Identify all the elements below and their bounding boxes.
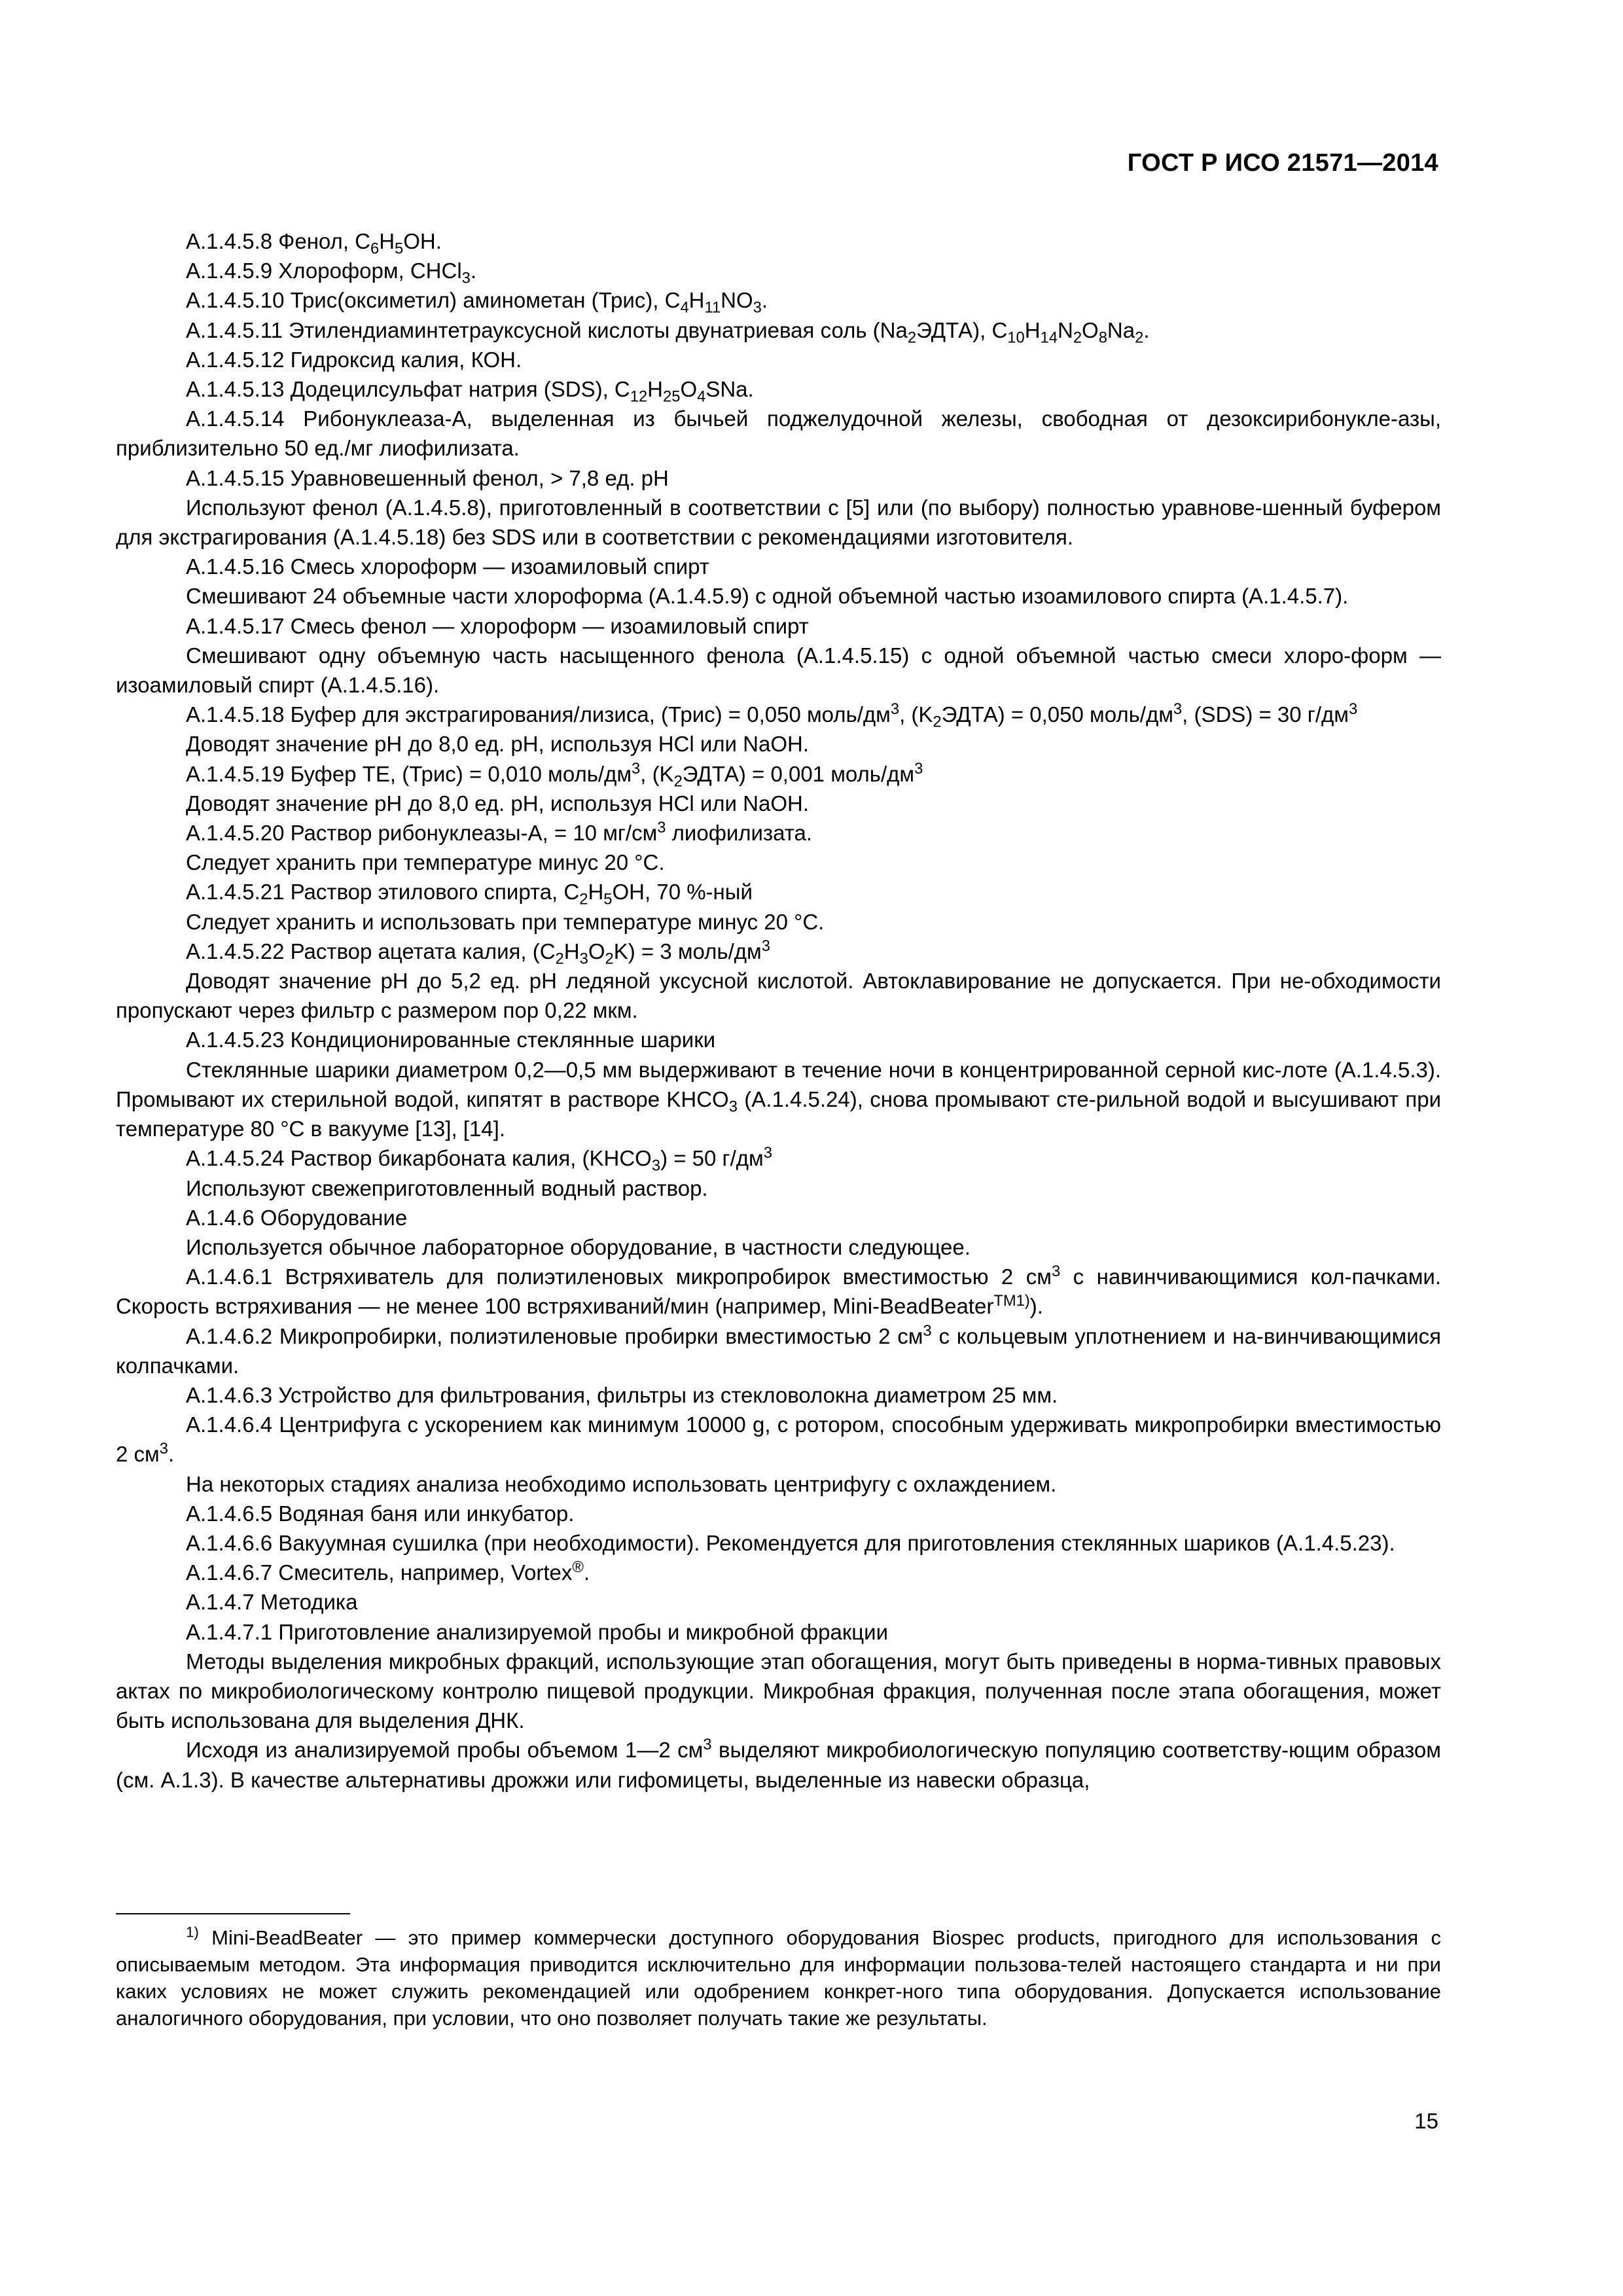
- text-run: выделяют микробиологическую популяцию соответству-ющим образом (см. А.1.3). В качестве альтернативы дрожжи или гифомицеты, выделенные из навески образца,: [116, 1738, 1441, 1792]
- document-code-header: ГОСТ Р ИСО 21571—2014: [1127, 149, 1438, 177]
- subscript: 4: [697, 387, 706, 406]
- superscript: 3: [761, 937, 770, 955]
- text-run: K) = 3 моль/дм: [613, 939, 762, 963]
- text-run: А.1.4.5.24 Раствор бикарбоната калия, (KHCO: [186, 1146, 652, 1171]
- paragraph: [116, 315, 1441, 345]
- text-run: А.1.4.6.3 Устройство для фильтрования, фильтры из стекловолокна диаметром 25 мм.: [186, 1382, 1058, 1407]
- paragraph: [116, 937, 1441, 966]
- paragraph: [116, 1499, 1441, 1528]
- text-run: А.1.4.5.21 Раствор этилового спирта, С: [186, 880, 580, 905]
- paragraph: [116, 1232, 1441, 1262]
- text-run: лиофилизата.: [666, 821, 813, 846]
- text-run: SNa.: [705, 377, 754, 402]
- footnote: [116, 1924, 1441, 2032]
- paragraph: [116, 641, 1441, 700]
- text-run: NO: [721, 288, 753, 313]
- text-run: А.1.4.5.20 Раствор рибонуклеазы-А, = 10 мг/см: [186, 821, 658, 846]
- subscript: 2: [579, 891, 588, 909]
- text-run: А.1.4.6.4 Центрифуга с ускорением как минимум 10000 g, с ротором, способным удерживать микропробирки вместимостью 2 см: [116, 1412, 1441, 1467]
- text-run: ЭДТА) = 0,050 моль/дм: [941, 702, 1173, 727]
- subscript: 4: [680, 299, 689, 317]
- subscript: 8: [1098, 329, 1107, 347]
- superscript: 3: [914, 759, 923, 778]
- paragraph: [116, 877, 1441, 909]
- paragraph: [116, 611, 1441, 641]
- superscript: 3: [632, 759, 641, 778]
- text-run: Смешивают одну объемную часть насыщенного фенола (А.1.4.5.15) с одной объемной частью смеси хлоро-форм — изоамиловый спирт (А.1.4.5.16).: [116, 643, 1441, 698]
- superscript: 3: [657, 819, 666, 837]
- text-run: ЭДТА), C: [916, 317, 1008, 342]
- text-run: H: [1024, 317, 1041, 342]
- text-run: О: [680, 377, 698, 402]
- paragraph: [116, 552, 1441, 581]
- text-run: Na: [1107, 317, 1135, 342]
- text-run: О: [588, 939, 605, 963]
- text-run: А.1.4.5.14 Рибонуклеаза-А, выделенная из бычьей поджелудочной железы, свободная от дезоксирибонукле-азы, приблизительно 50 ед./мг лиофилизата.: [116, 406, 1441, 461]
- text-run: Н: [563, 939, 580, 963]
- text-run: .: [1143, 317, 1150, 342]
- text-run: с навинчивающимися кол-пачками. Скорость встряхивания — не менее 100 встряхиваний/мин (например, Mini-BeadBeater: [116, 1265, 1441, 1319]
- superscript: 1): [186, 1924, 199, 1941]
- subscript: 5: [395, 240, 404, 258]
- text-run: А.1.4.5.19 Буфер ТЕ, (Трис) = 0,010 моль/дм: [186, 761, 632, 786]
- superscript: 3: [763, 1144, 772, 1162]
- paragraph: [116, 463, 1441, 493]
- text-run: Методы выделения микробных фракций, использующие этап обогащения, могут быть приведены в норма-тивных правовых актах по микробиологическому контролю пищевой продукции. Микробная фракция, полученная после этапа обогащения, может быть использована для выделения ДНК.: [116, 1649, 1441, 1733]
- text-run: А.1.4.6.7 Смеситель, например, Vortex: [186, 1560, 573, 1585]
- text-run: А.1.4.6.6 Вакуумная сушилка (при необходимости). Рекомендуется для приготовления стеклянных шариков (А.1.4.5.23).: [186, 1530, 1395, 1555]
- paragraph: [116, 1203, 1441, 1232]
- text-run: ).: [1029, 1294, 1043, 1319]
- superscript: 3: [703, 1736, 712, 1754]
- paragraph: [116, 848, 1441, 877]
- text-run: O: [1082, 317, 1099, 342]
- text-run: А.1.4.6.1 Встряхиватель для полиэтиленовых микропробирок вместимостью 2 см: [186, 1265, 1052, 1289]
- text-run: Н: [647, 377, 664, 402]
- text-run: Смешивают 24 объемные части хлороформа (А.1.4.5.9) с одной объемной частью изоамилового спирта (А.1.4.5.7).: [186, 584, 1349, 609]
- paragraph: [116, 1380, 1441, 1410]
- paragraph: [116, 1647, 1441, 1736]
- subscript: 5: [603, 891, 613, 909]
- text-run: , (K: [640, 761, 674, 786]
- paragraph: [116, 581, 1441, 611]
- paragraph: [116, 1735, 1441, 1794]
- text-run: ОН, 70 %-ный: [612, 880, 753, 905]
- text-run: А.1.4.5.13 Додецилсульфат натрия (SDS), С: [186, 377, 630, 402]
- paragraph: [116, 1025, 1441, 1054]
- paragraph: [116, 404, 1441, 463]
- superscript: 3: [923, 1321, 932, 1340]
- text-run: А.1.4.7 Методика: [186, 1590, 358, 1615]
- text-run: А.1.4.6.2 Микропробирки, полиэтиленовые пробирки вместимостью 2 см: [186, 1323, 923, 1348]
- text-run: Стеклянные шарики диаметром 0,2—0,5 мм выдерживают в течение ночи в концентрированной серной кис-лоте (А.1.4.5.3). Промывают их стерильной водой, кипятят в растворе KHCO: [116, 1057, 1441, 1111]
- paragraph: [116, 1528, 1441, 1558]
- paragraph: [116, 226, 1441, 256]
- paragraph: [116, 759, 1441, 789]
- superscript: 3: [1348, 700, 1358, 719]
- paragraph: [116, 907, 1441, 937]
- paragraph: [116, 1587, 1441, 1617]
- paragraph: [116, 729, 1441, 759]
- text-run: А.1.4.5.22 Раствор ацетата калия, (С: [186, 939, 556, 963]
- text-run: .: [470, 259, 477, 283]
- text-run: Исходя из анализируемой пробы объемом 1—2 см: [186, 1738, 704, 1763]
- superscript: TM1): [993, 1292, 1030, 1310]
- paragraph: [116, 700, 1441, 729]
- subscript: 3: [728, 1098, 738, 1116]
- subscript: 12: [630, 387, 648, 406]
- paragraph: [116, 493, 1441, 552]
- text-run: Mini-BeadBeater — это пример коммерчески доступного оборудования Biospec products, пригодного для использования с описываемым методом. Эта информация приводится исключительно для информации пользова-телей настоящего стандарта и ни при каких условиях не может служить рекомендацией или одобрением конкрет-ного типа оборудования. Допускается использование аналогичного оборудования, при условии, что оно позволяет получать такие же результаты.: [116, 1926, 1441, 2030]
- superscript: 3: [1051, 1263, 1061, 1281]
- text-run: А.1.4.5.17 Смесь фенол — хлороформ — изоамиловый спирт: [186, 613, 809, 638]
- text-run: Используют фенол (А.1.4.5.8), приготовленный в соответствии с [5] или (по выбору) полностью уравнове-шенный буфером для экстрагирования (А.1.4.5.18) без SDS или в соответствии с рекомендациями изготовителя.: [116, 495, 1441, 550]
- subscript: 2: [1073, 329, 1082, 347]
- paragraph: [116, 1469, 1441, 1499]
- paragraph: [116, 1410, 1441, 1469]
- text-run: ЭДТА) = 0,001 моль/дм: [682, 761, 915, 786]
- subscript: 3: [579, 950, 588, 968]
- paragraph: [116, 1055, 1441, 1144]
- paragraph: [116, 374, 1441, 404]
- document-body: [116, 226, 1441, 1795]
- text-run: ) = 50 г/дм: [660, 1146, 764, 1171]
- subscript: 2: [605, 950, 614, 968]
- text-run: А.1.4.5.11 Этилендиаминтетрауксусной кислоты двунатриевая соль (Na: [186, 317, 908, 342]
- paragraph: [116, 345, 1441, 374]
- text-run: А.1.4.5.18 Буфер для экстрагирования/лизиса, (Трис) = 0,050 моль/дм: [186, 702, 891, 727]
- page-number: 15: [1414, 2109, 1438, 2133]
- superscript: 3: [890, 700, 900, 719]
- subscript: 2: [1135, 329, 1144, 347]
- text-run: Н: [588, 880, 604, 905]
- subscript: 11: [704, 299, 721, 317]
- subscript: 25: [663, 387, 681, 406]
- text-run: А.1.4.6 Оборудование: [186, 1205, 408, 1230]
- paragraph: [116, 966, 1441, 1025]
- text-run: А.1.4.5.23 Кондиционированные стеклянные шарики: [186, 1028, 716, 1052]
- subscript: 14: [1040, 329, 1058, 347]
- text-run: .: [583, 1560, 590, 1585]
- text-run: .: [761, 288, 768, 313]
- text-run: Доводят значение pH до 8,0 ед. pH, используя HCl или NaOH.: [186, 791, 810, 816]
- text-run: На некоторых стадиях анализа необходимо использовать центрифугу с охлаждением.: [186, 1471, 1057, 1496]
- subscript: 3: [651, 1157, 661, 1175]
- text-run: с кольцевым уплотнением и на-винчивающимися колпачками.: [116, 1323, 1442, 1378]
- text-run: ОН.: [403, 229, 442, 253]
- subscript: 10: [1007, 329, 1025, 347]
- paragraph: [116, 1321, 1441, 1380]
- text-run: А.1.4.5.16 Смесь хлороформ — изоамиловый спирт: [186, 554, 709, 579]
- paragraph: [116, 818, 1441, 848]
- text-run: Следует хранить и использовать при температуре минус 20 °С.: [186, 909, 825, 934]
- text-run: N: [1057, 317, 1073, 342]
- text-run: А.1.4.5.15 Уравновешенный фенол, > 7,8 ед. pH: [186, 465, 669, 490]
- text-run: (А.1.4.5.24), снова промывают сте-рильной водой и высушивают при температуре 80 °С в вакууме [13], [14].: [116, 1086, 1442, 1141]
- footnote-separator: [116, 1913, 350, 1914]
- paragraph: [116, 1174, 1441, 1203]
- subscript: 3: [461, 269, 471, 287]
- subscript: 6: [370, 240, 380, 258]
- text-run: H: [688, 288, 705, 313]
- superscript: ®: [572, 1558, 584, 1577]
- subscript: 3: [753, 299, 762, 317]
- paragraph: [116, 256, 1441, 285]
- subscript: 2: [673, 772, 683, 791]
- text-run: А.1.4.5.12 Гидроксид калия, КОН.: [186, 347, 522, 372]
- paragraph: [116, 1143, 1441, 1173]
- text-run: .: [168, 1442, 175, 1467]
- paragraph: [116, 285, 1441, 315]
- paragraph: [116, 789, 1441, 818]
- text-run: А.1.4.5.9 Хлороформ, СНСl: [186, 259, 462, 283]
- subscript: 2: [555, 950, 564, 968]
- text-run: А.1.4.6.5 Водяная баня или инкубатор.: [186, 1501, 575, 1526]
- subscript: 2: [933, 713, 942, 731]
- text-run: А.1.4.5.8 Фенол, С: [186, 229, 370, 253]
- paragraph: [116, 1262, 1441, 1321]
- text-run: , (K: [899, 702, 933, 727]
- text-run: А.1.4.7.1 Приготовление анализируемой пробы и микробной фракции: [186, 1619, 889, 1644]
- superscript: 3: [159, 1440, 168, 1458]
- paragraph: [116, 1558, 1441, 1587]
- text-run: Используется обычное лабораторное оборудование, в частности следующее.: [186, 1234, 971, 1259]
- paragraph: [116, 1617, 1441, 1647]
- text-run: Доводят значение pH до 8,0 ед. pH, используя HCl или NaOH.: [186, 732, 810, 757]
- text-run: , (SDS) = 30 г/дм: [1182, 702, 1349, 727]
- text-run: Используют свежеприготовленный водный раствор.: [186, 1175, 708, 1200]
- text-run: Следует хранить при температуре минус 20 °С.: [186, 850, 665, 875]
- text-run: А.1.4.5.10 Трис(оксиметил) аминометан (Трис), C: [186, 288, 681, 313]
- text-run: Доводят значение pH до 5,2 ед. pH ледяной уксусной кислотой. Автоклавирование не допускается. При не-обходимости пропускают через фильтр с размером пор 0,22 мкм.: [116, 969, 1441, 1023]
- text-run: Н: [379, 229, 395, 253]
- subscript: 2: [907, 329, 917, 347]
- superscript: 3: [1173, 700, 1183, 719]
